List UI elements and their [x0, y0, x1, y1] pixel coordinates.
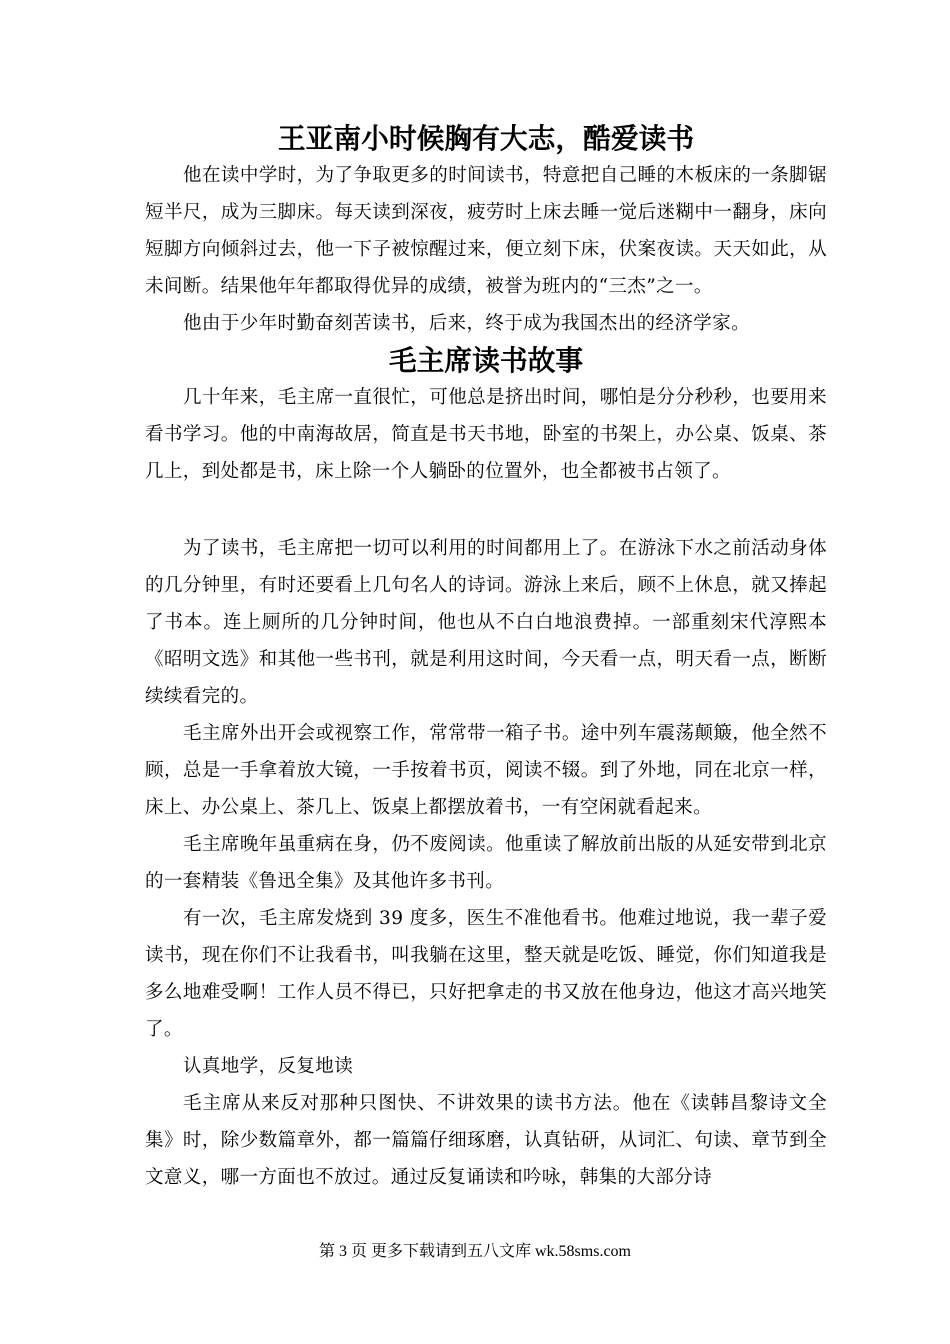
paragraph: 几十年来，毛主席一直很忙，可他总是挤出时间，哪怕是分分秒秒，也要用来看书学习。他的中南海故居，简直是书天书地，卧室的书架上，办公桌、饭桌、茶几上，到处都是书，床上除一个人躺卧的位置外，也全都被书占领了。 [145, 387, 827, 482]
document-body [145, 120, 827, 1196]
paragraph: 毛主席晚年虽重病在身，仍不废阅读。他重读了解放前出版的从延安带到北京的一套精装《鲁迅全集》及其他许多书刊。 [145, 834, 827, 892]
paragraph: 毛主席从来反对那种只图快、不讲效果的读书方法。他在《读韩昌黎诗文全集》时，除少数篇章外，都一篇篇仔细琢磨，认真钻研，从词汇、句读、章节到全文意义，哪一方面也不放过。通过反复诵读和吟咏，韩集的大部分诗 [145, 1093, 827, 1188]
section-heading-mao-reading: 毛主席读书故事 [388, 344, 584, 377]
paragraph: 有一次，毛主席发烧到 39 度多，医生不准他看书。他难过地说，我一辈子爱读书，现在你们不让我看书，叫我躺在这里，整天就是吃饭、睡觉，你们知道我是多么地难受啊！工作人员不得已，只好把拿走的书又放在他身边，他这才高兴地笑了。 [145, 908, 827, 1040]
paragraph: 他在读中学时，为了争取更多的时间读书，特意把自己睡的木板床的一条脚锯短半尺，成为三脚床。每天读到深夜，疲劳时上床去睡一觉后迷糊中一翻身，床向短脚方向倾斜过去，他一下子被惊醒过来，便立刻下床，伏案夜读。天天如此，从未间断。结果他年年都取得优异的成绩，被誉为班内的“三杰”之一。 [145, 165, 827, 297]
paragraph: 他由于少年时勤奋刻苦读书，后来，终于成为我国杰出的经济学家。 [183, 313, 751, 334]
subsection-title: 认真地学，反复地读 [183, 1056, 354, 1077]
page-footer: 第 3 页 更多下载请到五八文库 wk.58sms.com [318, 1243, 631, 1260]
paragraph-gap [145, 490, 827, 530]
paragraph: 毛主席外出开会或视察工作，常常带一箱子书。途中列车震荡颠簸，他全然不顾，总是一手拿着放大镜，一手按着书页，阅读不辍。到了外地，同在北京一样，床上、办公桌上、茶几上、饭桌上都摆放着书，一有空闲就看起来。 [145, 723, 827, 818]
section-heading-wang-yanan: 王亚南小时候胸有大志，酷爱读书 [277, 122, 695, 155]
paragraph: 为了读书，毛主席把一切可以利用的时间都用上了。在游泳下水之前活动身体的几分钟里，有时还要看上几句名人的诗词。游泳上来后，顾不上休息，就又捧起了书本。连上厕所的几分钟时间，他也从不白白地浪费掉。一部重刻宋代淳熙本《昭明文选》和其他一些书刊，就是利用这时间，今天看一点，明天看一点，断断续续看完的。 [145, 538, 827, 707]
